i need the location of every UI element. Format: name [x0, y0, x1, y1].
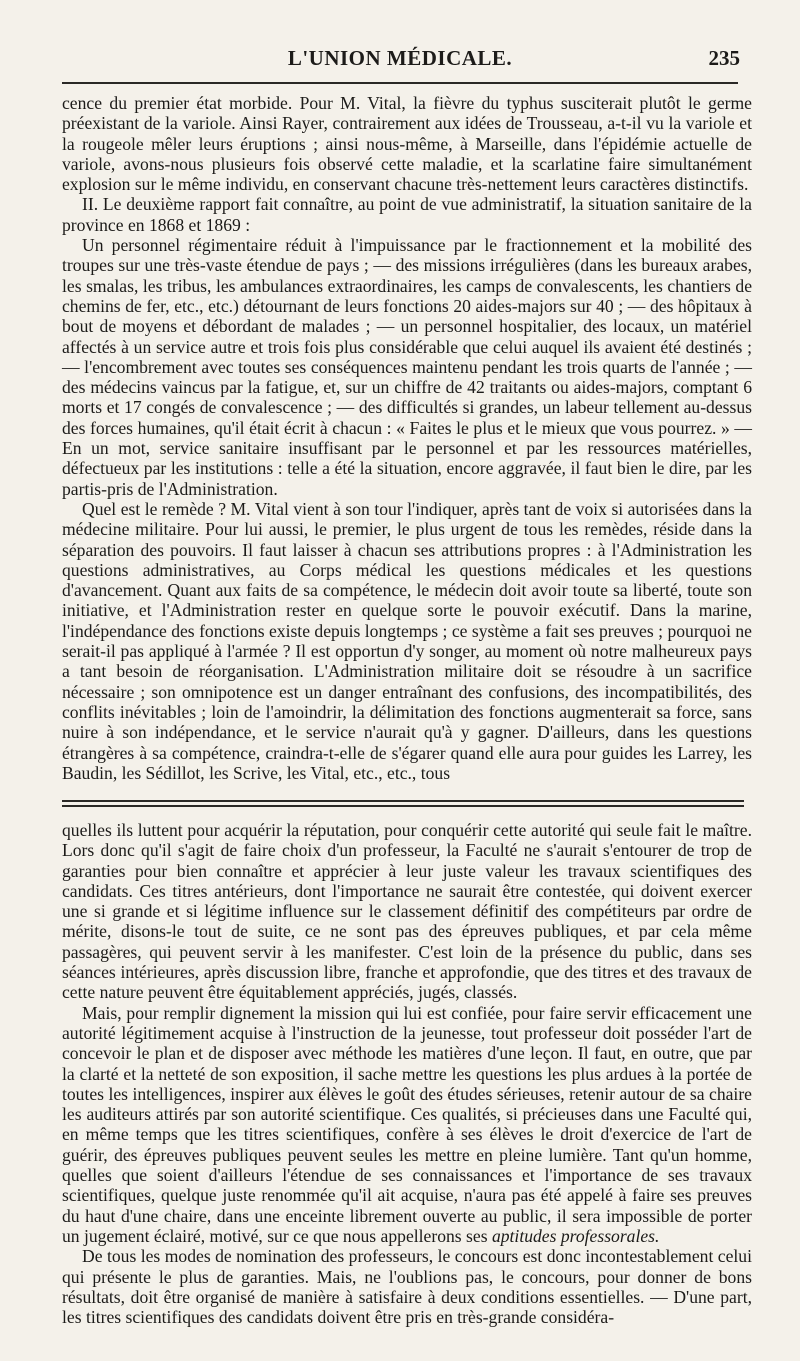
- feuilleton-text: Mais, pour remplir dignement la mission qui lui est confiée, pour faire servir efficacement une autorité légitimement acquise à l'instruction de la jeunesse, tout professeur doit posséder l'art de concevoir le plan et de disposer avec méthode les matières d'une leçon. Il faut, en outre, que par la clarté et la netteté de son exposition, il sache mettre les questions les plus ardues à la portée de toutes les intelligences, inspirer aux élèves le goût des études sérieuses, retenir autour de sa chaire les auditeurs attirés par son autorité scientifique. Ces qualités, si précieuses dans une Faculté qui, en même temps que les titres scientifiques, confère à ses élèves le droit d'exercice de l'art de guérir, des épreuves publiques peuvent seules les mettre en pleine lumière. Tant qu'un homme, quelles que soient d'ailleurs l'étendue de ses connaissances et l'importance de ses travaux scientifiques, quelque juste renommée qu'il ait acquise, n'aura pas été appelé à faire ses preuves du haut d'une chaire, dans une enceinte librement ouverte au public, il sera impossible de porter un jugement éclairé, motivé, sur ce que nous appellerons ses: [62, 1002, 752, 1246]
- running-title: L'UNION MÉDICALE.: [287, 46, 513, 70]
- page-number: 235: [708, 46, 740, 70]
- article-column: [62, 93, 752, 783]
- header-rule: [62, 82, 738, 84]
- page-header: [60, 46, 740, 76]
- feuilleton-separator: [62, 800, 744, 807]
- feuilleton-paragraph: [62, 1003, 752, 1247]
- feuilleton-column: [62, 820, 752, 1327]
- article-paragraph: Quel est le remède ? M. Vital vient à son tour l'indiquer, après tant de voix si autorisées dans la médecine militaire. Pour lui aussi, le premier, le plus urgent de tous les remèdes, réside dans la séparation des pouvoirs. Il faut laisser à chacun ses attributions propres : à l'Administration les questions administratives, au Corps médical les questions médicales et les questions d'avancement. Quant aux faits de sa compétence, le médecin doit avoir toute sa liberté, toute son initiative, et l'Administration rester en quelque sorte le pouvoir exécutif. Dans la marine, l'indépendance des fonctions existe depuis longtemps ; ce système a fait ses preuves ; pourquoi ne serait-il pas appliqué à l'armée ? Il est opportun d'y songer, au moment où notre malheureux pays a tant besoin de réorganisation. L'Administration militaire doit se résoudre à un sacrifice nécessaire ; son omnipotence est un danger entraînant des confusions, des incompatibilités, des conflits inévitables ; loin de l'amoindrir, la délimitation des fonctions augmenterait sa force, sans nuire à son indépendance, et le service n'aurait qu'à y gagner. D'ailleurs, dans les questions étrangères à sa compétence, craindra-t-elle de s'égarer quand elle aura pour guides les Larrey, les Baudin, les Sédillot, les Scrive, les Vital, etc., etc., tous: [62, 498, 752, 783]
- feuilleton-paragraph: De tous les modes de nomination des professeurs, le concours est donc incontestablement celui qui présente le plus de garanties. Mais, ne l'oublions pas, le concours, pour donner de bons résultats, doit être organisé de manière à satisfaire à deux conditions essentielles. — D'une part, les titres scientifiques des candidats doivent être pris en très-grande considéra-: [62, 1246, 752, 1328]
- article-paragraph: Un personnel régimentaire réduit à l'impuissance par le fractionnement et la mobilité des troupes sur une très-vaste étendue de pays ; — des missions irrégulières (dans les bureaux arabes, les smalas, les tribus, les ambulances extraordinaires, les camps de convalescents, les chantiers de chemins de fer, etc., etc.) détournant de leurs fonctions 20 aides-majors sur 40 ; — des hôpitaux à bout de moyens et débordant de malades ; — un personnel hospitalier, des locaux, un matériel affectés à un service autre et trois fois plus considérable que celui auquel ils avaient été destinés ; — l'encombrement avec toutes ses conséquences maintenu pendant les trois quarts de l'année ; — des médecins vaincus par la fatigue, et, sur un chiffre de 42 traitants ou aides-majors, comptant 6 morts et 17 congés de convalescence ; — des difficultés si grandes, un labeur tellement au-dessus des forces humaines, qu'il était écrit à chacun : « Faites le plus et le mieux que vous pourrez. » — En un mot, service sanitaire insuffisant par le personnel et par les ressources matérielles, défectueux par les institutions : telle a été la situation, encore aggravée, il faut bien le dire, par les partis-pris de l'Administration.: [62, 235, 752, 499]
- italic-phrase: aptitudes professorales.: [491, 1225, 660, 1246]
- article-paragraph: II. Le deuxième rapport fait connaître, au point de vue administratif, la situation sanitaire de la province en 1868 et 1869 :: [62, 194, 752, 235]
- article-paragraph: cence du premier état morbide. Pour M. Vital, la fièvre du typhus susciterait plutôt le germe préexistant de la variole. Ainsi Rayer, contrairement aux idées de Trousseau, a-t-il vu la variole et la rougeole mêler leurs éruptions ; ainsi nous-même, à Marseille, dans l'épidémie actuelle de variole, avons-nous plusieurs fois observé cette maladie, et la scarlatine faire simultanément explosion sur le même individu, en conservant chacune très-nettement leurs caractères distinctifs.: [62, 93, 752, 195]
- feuilleton-paragraph: quelles ils luttent pour acquérir la réputation, pour conquérir cette autorité qui seule fait le maître. Lors donc qu'il s'agit de faire choix d'un professeur, la Faculté ne s'aurait s'entourer de trop de garanties pour bien connaître et apprécier à leur juste valeur les travaux scientifiques des candidats. Ces titres antérieurs, dont l'importance ne saurait être contestée, qui doivent exercer une si grande et si légitime influence sur le classement définitif des compétiteurs par ordre de mérite, disons-le tout de suite, ce ne sont pas des épreuves publiques, et par cela même passagères, qui peuvent servir à les manifester. C'est loin de la présence du public, dans ses séances intérieures, après discussion libre, franche et approfondie, que des titres et des travaux de cette nature peuvent être équitablement appréciés, jugés, classés.: [62, 820, 752, 1003]
